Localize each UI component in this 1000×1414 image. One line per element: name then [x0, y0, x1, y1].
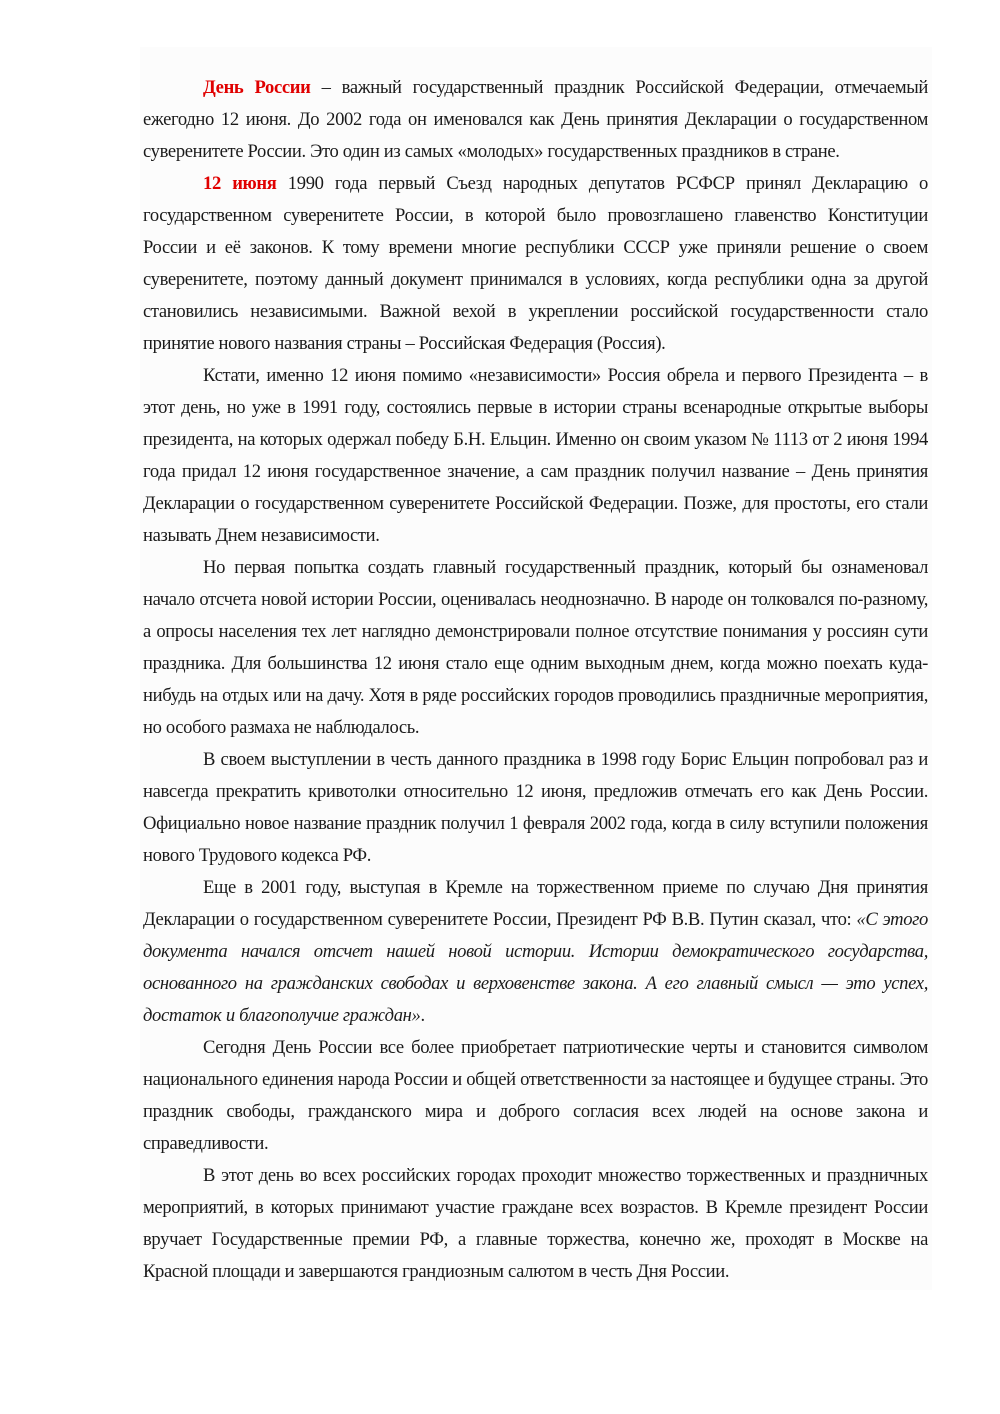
paragraph-today	[143, 1032, 928, 1160]
paragraph-putin-quote	[143, 872, 928, 1032]
paragraph-tail: .	[420, 1005, 425, 1026]
highlight-den-rossii: День России	[203, 77, 311, 98]
paragraph-text: – важный государственный праздник Российской Федерации, отмечаемый ежегодно 12 июня. До 2002 года он именовался как День принятия Декларации о государственном суверенитете России. Это один из самых «молодых» государственных праздников в стране.	[143, 77, 928, 162]
paragraph-text: Кстати, именно 12 июня помимо «независимости» Россия обрела и первого Президента – в этот день, но уже в 1991 году, состоялись первые в истории страны всенародные открытые выборы президента, на которых одержал победу Б.Н. Ельцин. Именно он своим указом № 1113 от 2 июня 1994 года придал 12 июня государственное значение, а сам праздник получил название – День принятия Декларации о государственном суверенитете Российской Федерации. Позже, для простоты, его стали называть Днем независимости.	[143, 365, 928, 546]
highlight-12-june: 12 июня	[203, 173, 277, 194]
paragraph-text: Но первая попытка создать главный государственный праздник, который бы ознаменовал начало отсчета новой истории России, оценивалась неоднозначно. В народе он толковался по-разному, а опросы населения тех лет наглядно демонстрировали полное отсутствие понимания у россиян сути праздника. Для большинства 12 июня стало еще одним выходным днем, когда можно поехать куда-нибудь на отдых или на дачу. Хотя в ряде российских городов проводились праздничные мероприятия, но особого размаха не наблюдалось.	[143, 557, 928, 738]
paragraph-text: В этот день во всех российских городах проходит множество торжественных и праздничных мероприятий, в которых принимают участие граждане всех возрастов. В Кремле президент России вручает Государственные премии РФ, а главные торжества, конечно же, проходят в Москве на Красной площади и завершаются грандиозным салютом в честь Дня России.	[143, 1165, 928, 1282]
paragraph-1998-speech	[143, 744, 928, 872]
paragraph-text: 1990 года первый Съезд народных депутатов РСФСР принял Декларацию о государственном суверенитете России, в которой было провозглашено главенство Конституции России и её законов. К тому времени многие республики СССР уже приняли решение о своем суверенитете, поэтому данный документ принимался в условиях, когда республики одна за другой становились независимыми. Важной вехой в укреплении российской государственности стало принятие нового названия страны – Российская Федерация (Россия).	[143, 173, 928, 354]
paragraph-celebrations	[143, 1160, 928, 1288]
paragraph-declaration	[143, 168, 928, 360]
document-body	[143, 72, 928, 1288]
paragraph-first-president	[143, 360, 928, 552]
putin-quote: «С этого документа начался отсчет нашей новой истории. Истории демократического государства, основанного на гражданских свободах и верховенстве закона. А его главный смысл — это успех, достаток и благополучие граждан»	[143, 909, 928, 1026]
paragraph-text: Сегодня День России все более приобретает патриотические черты и становится символом национального единения народа России и общей ответственности за настоящее и будущее страны. Это праздник свободы, гражданского мира и доброго согласия всех людей на основе закона и справедливости.	[143, 1037, 928, 1154]
paragraph-first-attempt	[143, 552, 928, 744]
paragraph-intro	[143, 72, 928, 168]
paragraph-text: Еще в 2001 году, выступая в Кремле на торжественном приеме по случаю Дня принятия Декларации о государственном суверенитете России, Президент РФ В.В. Путин сказал, что:	[143, 877, 928, 930]
paragraph-text: В своем выступлении в честь данного праздника в 1998 году Борис Ельцин попробовал раз и навсегда прекратить кривотолки относительно 12 июня, предложив отмечать его как День России. Официально новое название праздник получил 1 февраля 2002 года, когда в силу вступили положения нового Трудового кодекса РФ.	[143, 749, 928, 866]
